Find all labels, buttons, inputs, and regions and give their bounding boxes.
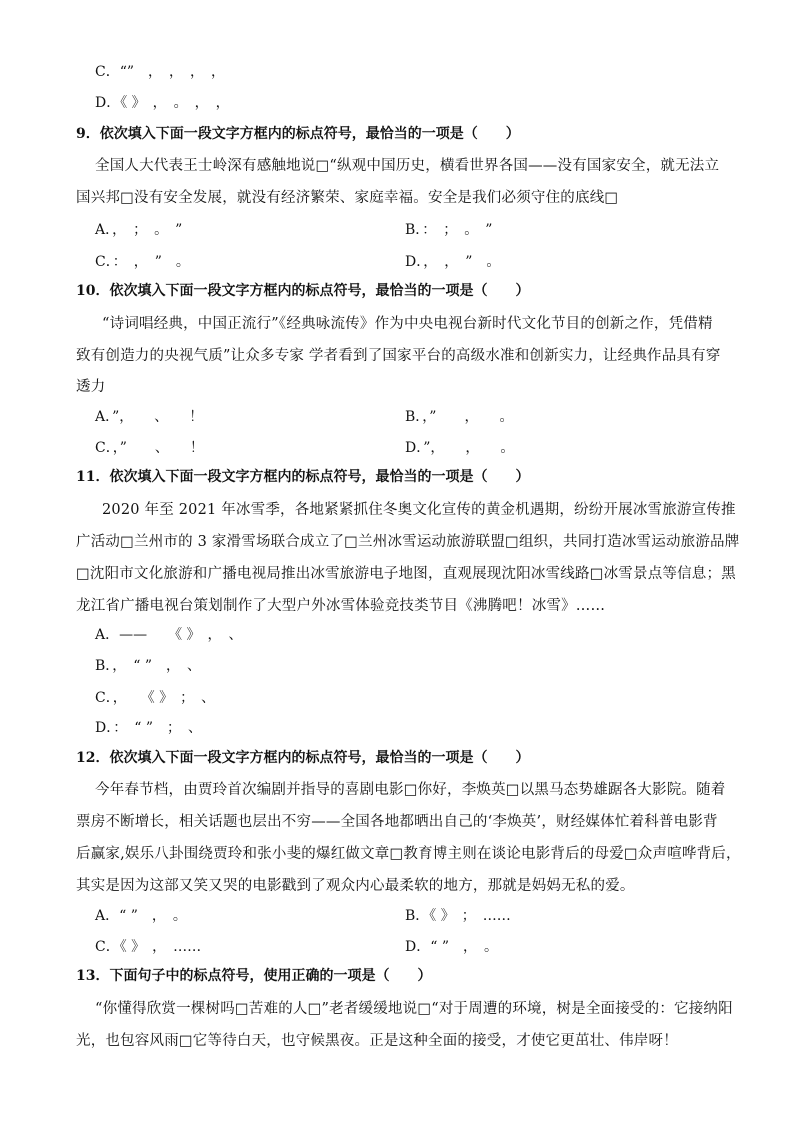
q10-option-c[interactable]: C．，” 、 ！ (95, 440, 204, 456)
q12-option-a[interactable]: A．“ ” ， 。 (95, 908, 187, 924)
q11-option-b[interactable]: B．， “ ” ， 、 (95, 658, 202, 674)
q9-passage-line-1: 全国人大代表王士岭深有感触地说□“纵观中国历史，横看世界各国——没有国家安全，就无法立 (95, 158, 720, 174)
q10-stem: 10．依次填入下面一段文字方框内的标点符号，最恰当的一项是（ ） (76, 283, 530, 299)
q11-option-a[interactable]: A．—— 《 》 ， 、 (95, 627, 243, 643)
q12-option-b[interactable]: B．《 》 ； …… (405, 908, 511, 924)
q12-passage-line-1: 今年春节档，由贾玲首次编剧并指导的喜剧电影□你好，李焕英□以黑马态势雄踞各大影院。随着 (95, 782, 726, 798)
q13-passage-line-2: 光，也包容风雨□它等待白天，也守候黑夜。正是这种全面的接受，才使它更茁壮、伟岸呀！ (76, 1033, 678, 1049)
q10-option-d[interactable]: D．”， ， 。 (405, 440, 515, 456)
q12-stem: 12．依次填入下面一段文字方框内的标点符号，最恰当的一项是（ ） (76, 750, 530, 766)
q9-stem: 9．依次填入下面一段文字方框内的标点符号，最恰当的一项是（ ） (76, 126, 520, 142)
q10-passage-line-1: “诗词唱经典，中国正流行”《经典咏流传》作为中央电视台新时代文化节目的创新之作，凭借精 (102, 316, 713, 332)
q13-passage-line-1: “你懂得欣赏一棵树吗□苦难的人□”老者缓缓地说□“对于周遭的环境，树是全面接受的：它接纳阳 (95, 1001, 733, 1017)
q12-passage-line-2: 票房不断增长，相关话题也层出不穷——全国各地都晒出自己的‘李焕英’，财经媒体忙着科普电影背 (76, 814, 718, 830)
q11-option-c[interactable]: C．， 《 》 ； 、 (95, 690, 216, 706)
q8-option-d: D．《 》 ， 。 ， ， (95, 95, 230, 111)
q12-option-c[interactable]: C．《 》 ， …… (95, 939, 202, 955)
q10-passage-line-3: 透力 (76, 379, 106, 395)
q12-passage-line-4: 其实是因为这部又笑又哭的电影戳到了观众内心最柔软的地方，那就是妈妈无私的爱。 (76, 878, 635, 894)
q9-passage-line-2: 国兴邦□没有安全发展，就没有经济繁荣、家庭幸福。安全是我们必须守住的底线□ (76, 190, 619, 206)
q8-option-c: C．“” ， ， ， ， (95, 64, 226, 80)
q12-passage-line-3: 后赢家,娱乐八卦围绕贾玲和张小斐的爆红做文章□教育博主则在谈论电影背后的母爱□众声喧哗背后， (76, 846, 741, 862)
q10-passage-line-2: 致有创造力的央视气质”让众多专家 学者看到了国家平台的高级水准和创新实力，让经典作品具有穿 (76, 348, 721, 364)
q11-passage-line-3: □沈阳市文化旅游和广播电视局推出冰雪旅游电子地图，直观展现沈阳冰雪线路□冰雪景点等信息；黑 (76, 566, 736, 582)
q13-stem: 13．下面句子中的标点符号，使用正确的一项是（ ） (76, 968, 432, 984)
q12-option-d[interactable]: D．“ ” ， 。 (405, 939, 498, 955)
q9-option-a[interactable]: A．， ； 。 ” (95, 222, 183, 238)
q9-option-c[interactable]: C．： ， ” 。 (95, 254, 190, 270)
q11-passage-line-4: 龙江省广播电视台策划制作了大型户外冰雪体验竞技类节目《沸腾吧！冰雪》…… (76, 598, 606, 614)
q9-option-d[interactable]: D．， ， ” 。 (405, 254, 501, 270)
q9-option-b[interactable]: B．： ； 。 ” (405, 222, 493, 238)
q11-passage-line-1: 2020 年至 2021 年冰雪季，各地紧紧抓住冬奥文化宣传的黄金机遇期，纷纷开展冰雪旅游宣传推 (102, 502, 736, 518)
q10-option-a[interactable]: A．”， 、 ！ (95, 409, 204, 425)
q11-option-d[interactable]: D．： “ ” ； 、 (95, 720, 202, 736)
q11-passage-line-2: 广活动□兰州市的 3 家滑雪场联合成立了□兰州冰雪运动旅游联盟□组织，共同打造冰雪运动旅游品牌 (76, 534, 740, 550)
q11-stem: 11．依次填入下面一段文字方框内的标点符号，最恰当的一项是（ ） (76, 469, 530, 485)
q10-option-b[interactable]: B．，” ， 。 (405, 409, 514, 425)
